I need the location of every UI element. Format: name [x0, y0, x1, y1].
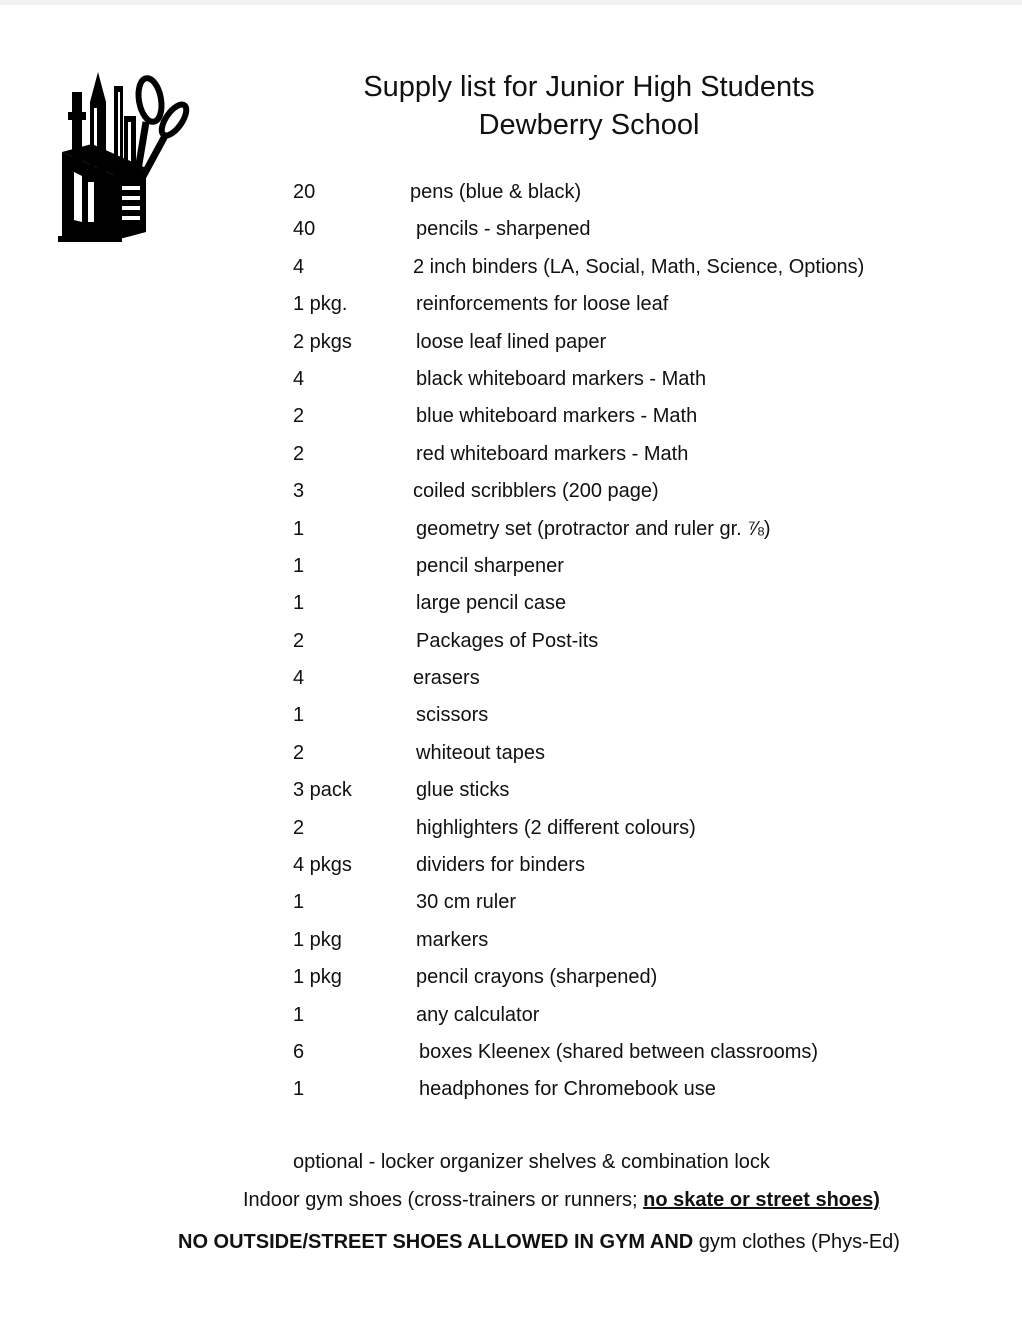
supply-quantity: 20	[293, 181, 316, 203]
supply-row	[0, 585, 1022, 622]
page-title	[300, 68, 878, 144]
supply-item: black whiteboard markers - Math	[416, 367, 707, 390]
supply-quantity: 4	[293, 255, 305, 278]
supply-row	[0, 1071, 1022, 1108]
supply-item: reinforcements for loose leaf	[416, 293, 669, 316]
supply-row	[0, 1034, 1022, 1071]
supply-row	[0, 959, 1022, 996]
supply-row	[0, 286, 1022, 323]
supply-quantity: 4	[293, 367, 305, 390]
supply-item: large pencil case	[416, 592, 567, 615]
gym-rule-text: gym clothes (Phys-Ed)	[693, 1231, 900, 1253]
title-line-2: Dewberry School	[478, 109, 700, 141]
gym-rule-bold: NO OUTSIDE/STREET SHOES ALLOWED IN GYM AND	[178, 1231, 694, 1253]
gym-shoes-text: Indoor gym shoes (cross-trainers or runners;	[243, 1189, 644, 1211]
supply-row	[0, 660, 1022, 697]
supply-item: 2 inch binders (LA, Social, Math, Science, Options)	[413, 255, 865, 278]
supply-item: loose leaf lined paper	[416, 330, 607, 353]
supply-quantity: 1	[293, 891, 305, 914]
supply-row	[0, 211, 1022, 248]
supply-quantity: 1 pkg.	[293, 293, 348, 316]
supply-quantity: 1 pkg	[293, 966, 342, 989]
supply-item: highlighters (2 different colours)	[416, 816, 696, 839]
supply-item: markers	[416, 928, 489, 951]
supply-item: whiteout tapes	[416, 741, 545, 764]
gym-rule-note	[178, 1228, 900, 1256]
supply-row	[0, 735, 1022, 772]
supply-quantity: 1	[293, 1003, 305, 1026]
supply-item: dividers for binders	[416, 854, 585, 877]
supply-row	[0, 997, 1022, 1034]
supply-quantity: 3 pack	[293, 779, 352, 802]
supply-row	[0, 174, 1022, 211]
supply-row	[0, 772, 1022, 809]
supply-quantity: 2	[293, 816, 305, 839]
supply-row	[0, 922, 1022, 959]
supply-row	[0, 324, 1022, 361]
gym-shoes-emphasis: no skate or street shoes)	[643, 1189, 880, 1211]
supply-quantity: 2	[293, 741, 305, 764]
supply-item: any calculator	[416, 1003, 540, 1026]
supply-item: Packages of Post-its	[416, 629, 599, 652]
supply-item: pencils - sharpened	[416, 218, 591, 241]
supply-row	[0, 398, 1022, 435]
optional-note: optional - locker organizer shelves & combination lock	[293, 1151, 770, 1173]
supply-quantity: 3	[293, 480, 305, 503]
supply-row	[0, 436, 1022, 473]
supply-quantity: 1	[293, 554, 305, 577]
supply-row	[0, 884, 1022, 921]
title-line-1: Supply list for Junior High Students	[363, 71, 815, 103]
supply-quantity: 4	[293, 667, 305, 690]
supply-quantity: 1	[293, 704, 305, 727]
supply-item: headphones for Chromebook use	[419, 1078, 716, 1101]
supply-row	[0, 511, 1022, 548]
supply-quantity: 2	[293, 629, 305, 652]
gym-shoes-note	[243, 1186, 880, 1214]
supply-quantity: 2	[293, 442, 305, 465]
supply-item: erasers	[413, 667, 480, 690]
supply-item: 30 cm ruler	[416, 891, 517, 914]
supply-list	[0, 174, 1022, 1109]
supply-quantity: 2	[293, 405, 305, 428]
supply-quantity: 1 pkg	[293, 928, 342, 951]
supply-row	[0, 473, 1022, 510]
supply-quantity: 1	[293, 517, 305, 540]
supply-item: coiled scribblers (200 page)	[413, 480, 659, 503]
supply-row	[0, 361, 1022, 398]
supply-item: pencil sharpener	[416, 554, 564, 577]
supply-quantity: 6	[293, 1040, 305, 1063]
supply-item: geometry set (protractor and ruler gr. ⅞)	[416, 517, 771, 540]
supply-item: pencil crayons (sharpened)	[416, 966, 658, 989]
supply-item: boxes Kleenex (shared between classrooms)	[419, 1040, 819, 1063]
top-strip	[0, 0, 1022, 5]
supply-item: pens (blue & black)	[410, 181, 582, 203]
supply-row	[0, 249, 1022, 286]
supply-row	[0, 810, 1022, 847]
supply-row	[0, 548, 1022, 585]
supply-quantity: 40	[293, 218, 316, 241]
supply-quantity: 1	[293, 1078, 305, 1101]
supply-row	[0, 697, 1022, 734]
supply-quantity: 4 pkgs	[293, 854, 352, 877]
supply-quantity: 1	[293, 592, 305, 615]
supply-row	[0, 847, 1022, 884]
supply-row	[0, 623, 1022, 660]
supply-item: scissors	[416, 704, 489, 727]
supply-quantity: 2 pkgs	[293, 330, 352, 353]
supply-item: blue whiteboard markers - Math	[416, 405, 698, 428]
supply-item: red whiteboard markers - Math	[416, 442, 689, 465]
supply-item: glue sticks	[416, 779, 510, 802]
